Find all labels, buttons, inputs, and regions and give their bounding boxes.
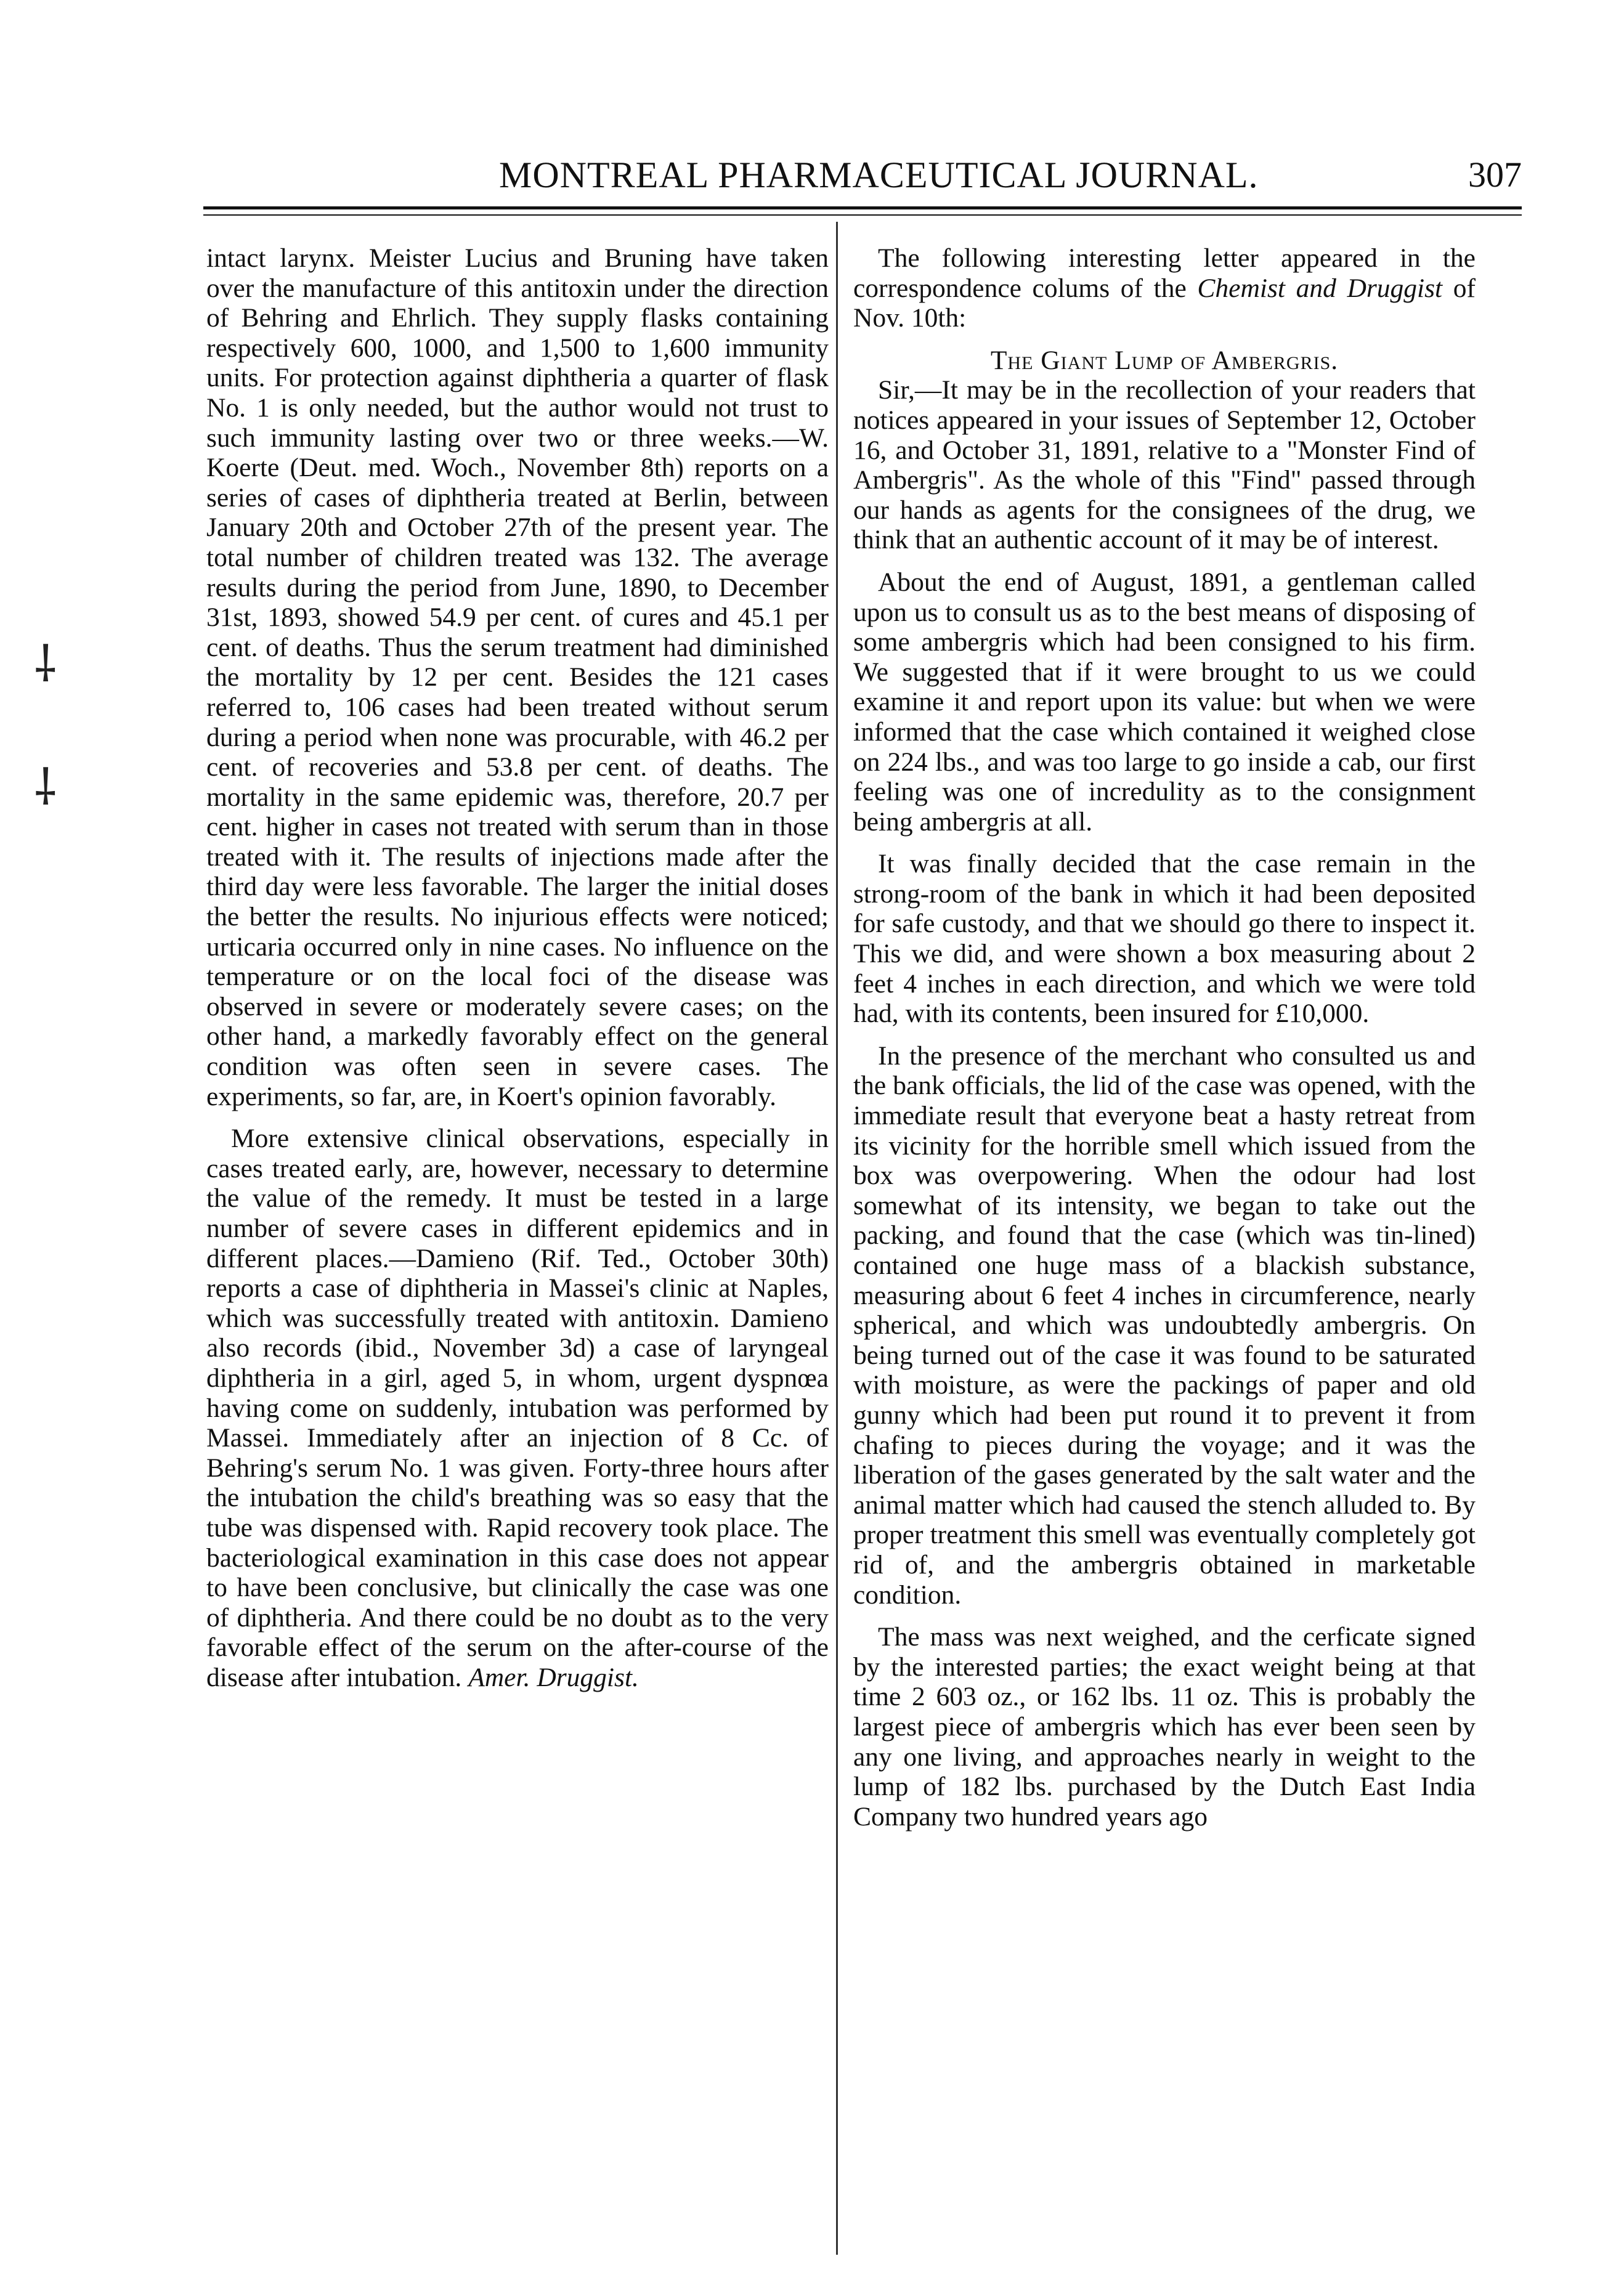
letter-intro bbox=[853, 243, 1476, 333]
page-number: 307 bbox=[1468, 155, 1522, 195]
article-paragraph-text: More extensive clinical observations, especially in cases treated early, are, however, necessary to determine the value of the remedy. It must be tested in a large number of severe cases in different epidemics and in different places.—Damieno (Rif. Ted., October 30th) reports a case of diphtheria in Massei's clinic at Naples, which was successfully treated with antitoxin. Damieno also records (ibid., November 3d) a case of laryngeal diphtheria in a girl, aged 5, in whom, urgent dyspnœa having come on suddenly, intubation was performed by Massei. Immediately after an injection of 8 Cc. of Behring's serum No. 1 was given. Forty-three hours after the intubation the child's breathing was so easy that the tube was dispensed with. Rapid recovery took place. The bacteriological examination in this case does not appear to have been conclusive, but clinically the case was one of diphtheria. And there could be no doubt as to the very favorable effect of the serum on the after-course of the disease after intubation. bbox=[206, 1124, 829, 1692]
article-paragraph: intact larynx. Meister Lucius and Bruning have taken over the manufacture of this antitoxin under the direction of Behring and Ehrlich. They supply flasks containing respectively 600, 1000, and 1,500 to 1,600 immunity units. For protection against diphtheria a quarter of flask No. 1 is only needed, but the author would not trust to such immunity lasting over two or three weeks.—W. Koerte (Deut. med. Woch., November 8th) reports on a series of cases of diphtheria treated at Berlin, between January 20th and October 27th of the present year. The total number of children treated was 132. The average results during the period from June, 1890, to December 31st, 1893, showed 54.9 per cent. of cures and 45.1 per cent. of deaths. Thus the serum treatment had diminished the mortality by 12 per cent. Besides the 121 cases referred to, 106 cases had been treated without serum during a period when none was procurable, with 46.2 per cent. of recoveries and 53.8 per cent. of deaths. The mortality in the same epidemic was, therefore, 20.7 per cent. higher in cases not treated with serum than in those treated with it. The results of injections made after the third day were less favorable. The larger the initial doses the better the results. No injurious effects were noticed; urticaria occurred only in nine cases. No influence on the temperature or on the local foci of the disease was observed in severe or moderately severe cases; on the other hand, a markedly favorably effect on the general condition was often seen in severe cases. The experiments, so far, are, in Koert's opinion favorably. bbox=[206, 243, 829, 1111]
header-rule-thin bbox=[203, 214, 1522, 216]
header-rule-thick bbox=[203, 206, 1522, 209]
letter-intro-date: of Nov. 10th: bbox=[853, 273, 1476, 333]
letter-heading: The Giant Lump of Ambergris. bbox=[990, 345, 1339, 375]
left-column bbox=[206, 243, 829, 1693]
letter-paragraph: The mass was next weighed, and the cerficate signed by the interested parties; the exact weight being at that time 2 603 oz., or 162 lbs. 11 oz. This is probably the largest piece of ambergris which has ever been seen by any one living, and approaches nearly in weight to the lump of 182 lbs. purchased by the Dutch East India Company two hundred years ago bbox=[853, 1622, 1476, 1832]
column-divider bbox=[836, 222, 838, 2255]
letter-paragraph: In the presence of the merchant who consulted us and the bank officials, the lid of the case was opened, with the immediate result that everyone beat a hasty retreat from its vicinity for the horrible smell which issued from the box was overpowering. When the odour had lost somewhat of its intensity, we began to take out the packing, and found that the case (which was tin-lined) contained one huge mass of a blackish substance, measuring about 6 feet 4 inches in circumference, nearly spherical, and which was undoubtedly ambergris. On being turned out of the case it was found to be saturated with moisture, as were the packings of paper and old gunny which had been put round it to prevent it from chafing to pieces during the voyage; and it was the liberation of the gases generated by the salt water and the animal matter which had caused the stench alluded to. By proper treatment this smell was eventually completely got rid of, and the ambergris obtained in marketable condition. bbox=[853, 1041, 1476, 1610]
letter-paragraph: Sir,—It may be in the recollection of your readers that notices appeared in your issues of September 12, October 16, and October 31, 1891, relative to a "Monster Find of Ambergris". As the whole of this "Find" passed through our hands as agents for the consignees of the drug, we think that an authentic account of it may be of interest. bbox=[853, 375, 1476, 555]
margin-mark-icon: ⸸ bbox=[34, 638, 57, 692]
running-head bbox=[203, 154, 1522, 203]
journal-reference: Chemist and Druggist bbox=[1197, 273, 1443, 303]
journal-title: MONTREAL PHARMACEUTICAL JOURNAL. bbox=[499, 155, 1259, 195]
letter-paragraph: About the end of August, 1891, a gentleman called upon us to consult us as to the best means of disposing of some ambergris which had been consigned to his firm. We suggested that if it were brought to us we could examine it and report upon its value: but when we were informed that the case which contained it weighed close on 224 lbs., and was too large to go inside a cab, our first feeling was one of incredulity as to the consignment being ambergris at all. bbox=[853, 567, 1476, 837]
article-source: Amer. Druggist. bbox=[468, 1662, 639, 1692]
letter-paragraph: It was finally decided that the case remain in the strong-room of the bank in which it had been deposited for safe custody, and that we should go there to inspect it. This we did, and were shown a box measuring about 2 feet 4 inches in each direction, and which we were told had, with its contents, been insured for £10,000. bbox=[853, 849, 1476, 1029]
right-column bbox=[853, 243, 1476, 1832]
article-paragraph bbox=[206, 1124, 829, 1692]
margin-mark-icon: ⸸ bbox=[34, 761, 57, 816]
letter-intro-text: The following interesting letter appeared in the correspondence colums of the bbox=[853, 243, 1476, 303]
